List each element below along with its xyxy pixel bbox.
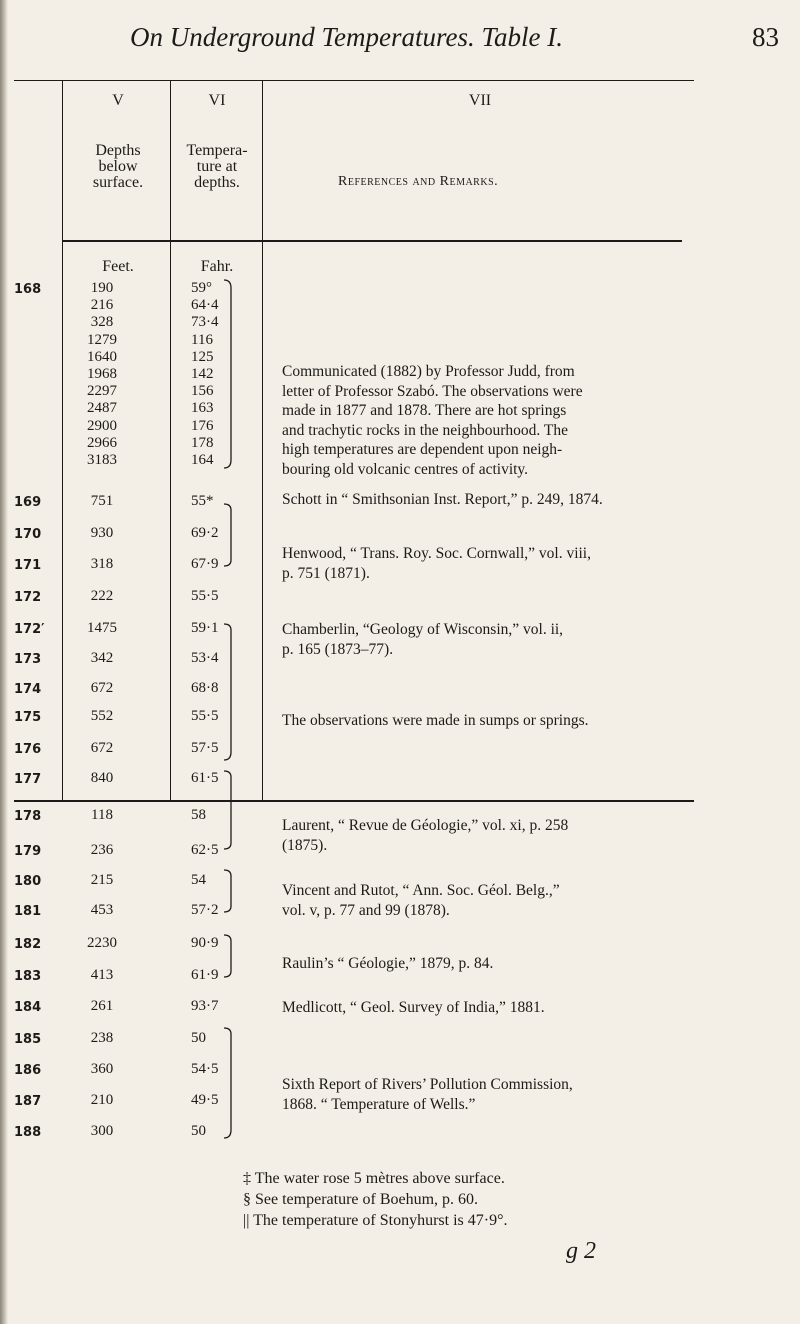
reference-line: Schott in “ Smithsonian Inst. Report,” p. 249, 1874. <box>282 491 603 508</box>
column-vi-heading-line: Tempera- <box>186 142 248 159</box>
depth-value: 300 <box>90 1123 114 1139</box>
brace-entries-182-183 <box>224 935 231 977</box>
temperature-value: 142 <box>191 366 214 382</box>
entry-number: 176 <box>14 742 42 757</box>
depth-value: 453 <box>90 902 114 918</box>
depth-value: 751 <box>90 493 114 509</box>
reference-remark <box>282 881 560 920</box>
depth-value: 1968 <box>87 366 117 382</box>
reference-remark <box>282 362 583 479</box>
depth-value: 552 <box>90 708 114 724</box>
column-v-numeral: V <box>112 92 124 109</box>
entry-number: 169 <box>14 495 42 510</box>
reference-line: (1875). <box>282 836 328 854</box>
depth-value: 2487 <box>87 400 117 417</box>
depth-value: 413 <box>90 967 114 983</box>
entry-number: 182 <box>14 937 42 952</box>
reference-line: vol. v, p. 77 and 99 (1878). <box>282 901 450 919</box>
brace-entries-170-172 <box>224 504 231 566</box>
temperature-value: 54 <box>191 872 206 888</box>
entry-number: 171 <box>14 558 42 573</box>
reference-line: Medlicott, “ Geol. Survey of India,” 1881. <box>282 999 545 1016</box>
depth-value: 840 <box>90 770 114 786</box>
reference-line: Chamberlin, “Geology of Wisconsin,” vol. ii, <box>282 621 564 638</box>
temperature-value: 93·7 <box>191 998 219 1014</box>
column-v-heading-line: below <box>98 158 138 175</box>
reference-line: Sixth Report of Rivers’ Pollution Commission, <box>282 1076 573 1093</box>
temperature-unit-label: Fahr. <box>200 258 234 275</box>
entry-number: 177 <box>14 772 42 787</box>
entry-number: 172′ <box>14 622 45 637</box>
reference-remark <box>282 954 493 974</box>
reference-line: p. 165 (1873–77). <box>282 640 394 658</box>
reference-remark <box>282 620 563 659</box>
entry-number: 180 <box>14 874 42 889</box>
entry-number: 168 <box>14 282 42 297</box>
temperature-value: 178 <box>191 434 214 451</box>
depth-value: 318 <box>90 556 114 572</box>
temperature-value: 50 <box>191 1030 206 1046</box>
page-edge-shadow <box>0 0 8 1324</box>
reference-line: and trachytic rocks in the neighbourhood. The <box>282 421 568 439</box>
reference-remark <box>282 711 589 731</box>
temperature-value: 90·9 <box>191 935 219 951</box>
temperature-value: 62·5 <box>191 842 219 858</box>
reference-line: Vincent and Rutot, “ Ann. Soc. Géol. Belg.,” <box>282 882 560 899</box>
depth-value: 190 <box>90 280 114 296</box>
depth-value: 1475 <box>87 620 117 636</box>
temperature-value: 55·5 <box>191 708 219 724</box>
entry-number: 186 <box>14 1063 42 1078</box>
depth-value: 930 <box>90 525 114 541</box>
reference-line: letter of Professor Szabó. The observations were <box>282 382 583 400</box>
signature-mark: g 2 <box>566 1238 596 1264</box>
temperature-value: 49·5 <box>191 1092 219 1108</box>
reference-remark <box>282 490 603 510</box>
depth-value: 3183 <box>87 452 117 468</box>
temperature-value: 53·4 <box>191 650 219 666</box>
temperature-value: 54·5 <box>191 1061 219 1077</box>
reference-line: Henwood, “ Trans. Roy. Soc. Cornwall,” vol. viii, <box>282 545 591 562</box>
depth-value: 236 <box>90 842 114 858</box>
temperature-value: 164 <box>191 452 214 468</box>
entry-number: 179 <box>14 844 42 859</box>
temperature-value: 116 <box>191 331 213 348</box>
temperature-value: 57·2 <box>191 902 219 918</box>
reference-line: p. 751 (1871). <box>282 564 370 582</box>
temperature-value: 61·5 <box>191 770 219 786</box>
depth-value: 342 <box>90 650 114 666</box>
running-header <box>0 22 800 62</box>
reference-line: Communicated (1882) by Professor Judd, from <box>282 363 575 380</box>
temperature-value: 125 <box>191 348 214 365</box>
entry-number: 173 <box>14 652 42 667</box>
depth-value: 2900 <box>87 417 117 434</box>
brace-entries-178-179 <box>224 771 231 849</box>
depth-value: 2230 <box>87 935 117 951</box>
entry-number: 178 <box>14 809 42 824</box>
temperature-value: 57·5 <box>191 740 219 756</box>
depth-value: 215 <box>90 872 114 888</box>
temperature-value: 59° <box>191 280 212 296</box>
temperature-value: 176 <box>191 417 214 434</box>
depth-value: 261 <box>90 998 114 1014</box>
temperature-value: 73·4 <box>191 314 219 331</box>
column-v-heading-line: Depths <box>95 142 141 159</box>
depth-value: 210 <box>90 1092 114 1108</box>
entry-number: 187 <box>14 1094 42 1109</box>
reference-line: made in 1877 and 1878. There are hot springs <box>282 402 567 419</box>
column-vi-numeral: VI <box>208 92 226 109</box>
reference-line: The observations were made in sumps or springs. <box>282 712 589 729</box>
entry-number: 175 <box>14 710 42 725</box>
depth-value: 2966 <box>87 434 117 451</box>
temperature-value: 64·4 <box>191 297 219 314</box>
temperature-value: 163 <box>191 400 214 417</box>
depth-value: 672 <box>90 680 114 696</box>
brace-entries-180-181 <box>224 870 231 912</box>
entry-number: 172 <box>14 590 42 605</box>
reference-line: Raulin’s “ Géologie,” 1879, p. 84. <box>282 955 494 972</box>
entry-number: 181 <box>14 904 42 919</box>
column-vi-heading-line: ture at <box>196 158 238 175</box>
temperature-value: 58 <box>191 807 206 823</box>
entry-number: 185 <box>14 1032 42 1047</box>
table-bottom-rule <box>14 800 694 802</box>
table-head-rule <box>62 240 682 242</box>
depth-value: 118 <box>91 807 113 823</box>
temperature-value: 68·8 <box>191 680 219 696</box>
temperature-value: 61·9 <box>191 967 219 983</box>
entry-number: 188 <box>14 1125 42 1140</box>
depth-value: 2297 <box>87 383 117 400</box>
reference-remark <box>282 1075 573 1114</box>
temperature-value: 69·2 <box>191 525 219 541</box>
depth-value: 672 <box>90 740 114 756</box>
depth-value: 222 <box>90 588 114 604</box>
reference-remark <box>282 544 591 583</box>
reference-line: high temperatures are dependent upon neigh- <box>282 441 563 458</box>
footnote: || The temperature of Stonyhurst is 47·9°. <box>243 1212 508 1229</box>
temperature-value: 50 <box>191 1123 206 1139</box>
depth-value: 1640 <box>87 348 117 365</box>
brace-entries-174-177 <box>224 624 231 760</box>
column-v-heading-line: surface. <box>92 174 144 191</box>
column-vi-heading-line: depths. <box>194 174 240 191</box>
temperature-value: 55·5 <box>191 588 219 604</box>
entry-number: 170 <box>14 527 42 542</box>
brace-entry-168 <box>224 280 231 468</box>
reference-remark <box>282 998 545 1018</box>
reference-line: Laurent, “ Revue de Géologie,” vol. xi, p. 258 <box>282 817 569 834</box>
depth-unit-label: Feet. <box>102 258 134 275</box>
brace-entries-185-188 <box>224 1028 231 1138</box>
temperature-value: 55* <box>191 493 214 509</box>
temperature-value: 67·9 <box>191 556 219 572</box>
temperature-value: 59·1 <box>191 620 219 636</box>
depth-value: 238 <box>90 1030 114 1046</box>
table-top-rule <box>14 80 694 81</box>
reference-remark <box>282 816 568 855</box>
depth-value: 328 <box>90 314 114 331</box>
footnote: ‡ The water rose 5 mètres above surface. <box>243 1170 505 1187</box>
depth-value: 216 <box>90 297 114 314</box>
column-vii-heading: References and Remarks. <box>338 174 499 189</box>
entry-number: 174 <box>14 682 42 697</box>
reference-line: 1868. “ Temperature of Wells.” <box>282 1095 476 1113</box>
reference-line: bouring old volcanic centres of activity. <box>282 460 529 478</box>
running-title: On Underground Temperatures. Table I. <box>130 22 564 52</box>
footnote: § See temperature of Boehum, p. 60. <box>243 1191 479 1208</box>
temperature-value: 156 <box>191 383 214 400</box>
column-vii-numeral: VII <box>468 92 492 109</box>
entry-number: 183 <box>14 969 42 984</box>
depth-value: 360 <box>90 1061 114 1077</box>
entry-number: 184 <box>14 1000 42 1015</box>
depth-value: 1279 <box>87 331 117 348</box>
page-number: 83 <box>752 22 779 52</box>
